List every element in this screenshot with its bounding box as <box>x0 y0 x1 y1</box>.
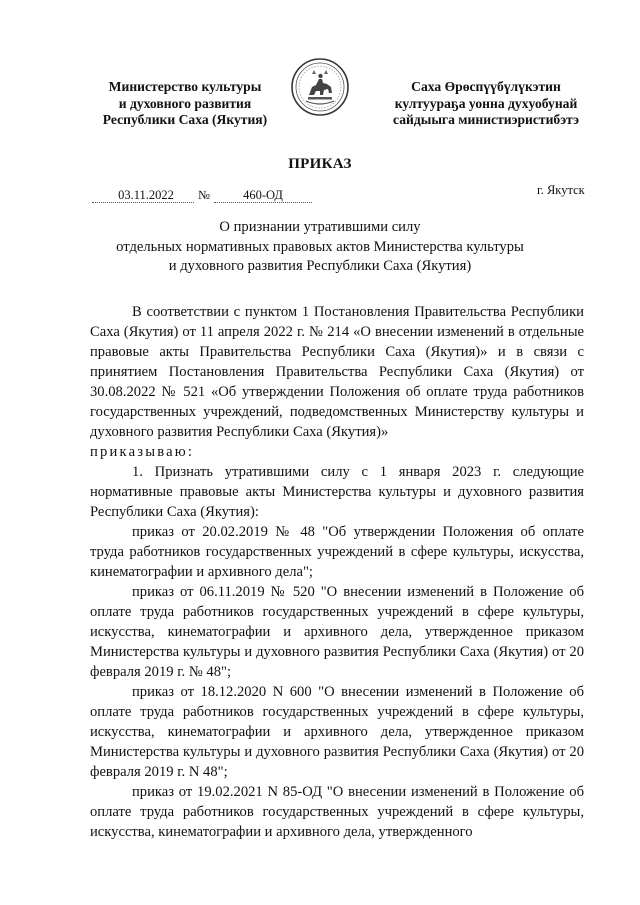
act-paragraph: приказ от 18.12.2020 N 600 "О внесении изменений в Положение об оплате труда работников государственных учреждений в сфере культуры, искусства, кинематографии и архивного дела, утвержденное приказом Министерства культуры и духовного развития Республики Саха (Якутия) от 20 февраля 2019 г. N 48"; <box>90 684 584 780</box>
ministry-name-line: Министерство культуры <box>108 79 262 94</box>
orders-word: приказываю: <box>90 444 195 460</box>
act-paragraph: приказ от 20.02.2019 № 48 "Об утверждении Положения об оплате труда работников государственных учреждений в сфере культуры, искусства, кинематографии и архивного дела"; <box>90 524 584 580</box>
number-underline <box>214 202 312 203</box>
ministry-name-line: Саха Өрөспүүбүлүкэтин <box>411 79 561 94</box>
number-sign: № <box>198 188 210 202</box>
order-city: г. Якутск <box>537 183 585 197</box>
ministry-name-line: Республики Саха (Якутия) <box>102 112 268 127</box>
act-paragraph: приказ от 19.02.2021 N 85-ОД "О внесении изменений в Положение об оплате труда работников государственных учреждений в сфере культуры, искусства, кинематографии и архивного дела, утвержденного <box>90 784 584 840</box>
ministry-name-russian <box>86 79 284 129</box>
order-date: 03.11.2022 <box>118 188 174 202</box>
document-title: ПРИКАЗ <box>288 156 352 172</box>
order-body <box>90 302 584 842</box>
ministry-name-line: сайдыыга министиэристибэтэ <box>393 112 579 127</box>
ministry-name-line: култуураҕа уонна дуxуобунай <box>394 95 578 111</box>
preamble-paragraph <box>90 302 584 462</box>
ministry-name-line: и духовного развития <box>118 95 252 111</box>
order-number: 460-ОД <box>243 188 283 202</box>
preamble-text: В соответствии с пунктом 1 Постановления Правительства Республики Саха (Якутия) от 11 апреля 2022 г. № 214 «О внесении изменений в отдельные правовые акты Правительства Республики Саха (Якутия)» и в связи с принятием Постановления Правительства Республики Саха (Якутия) от 30.08.2022 № 521 «Об утверждении Положения об оплате труда работников государственных учреждений, подведомственных Министерству культуры и духовного развития Республики Саха (Якутия)» <box>90 304 584 440</box>
sakha-republic-emblem-icon <box>290 57 350 117</box>
ministry-name-sakha <box>374 79 598 129</box>
act-paragraph: приказ от 06.11.2019 № 520 "О внесении изменений в Положение об оплате труда работников государственных учреждений в сфере культуры, искусства, кинематографии и архивного дела, утвержденное приказом Министерства культуры и духовного развития Республики Саха (Якутия) от 20 февраля 2019 г. № 48"; <box>90 584 584 680</box>
item-1-paragraph: 1. Признать утратившими силу с 1 января 2023 г. следующие нормативные правовые акты Министерства культуры и духовного развития Республики Саха (Якутия): <box>90 464 584 520</box>
subject-line: О признании утратившими силу <box>219 219 421 235</box>
date-underline <box>92 202 194 203</box>
order-subject <box>90 218 550 277</box>
subject-line: отдельных нормативных правовых актов Министерства культуры <box>116 238 524 255</box>
subject-line: и духовного развития Республики Саха (Якутия) <box>168 258 472 274</box>
